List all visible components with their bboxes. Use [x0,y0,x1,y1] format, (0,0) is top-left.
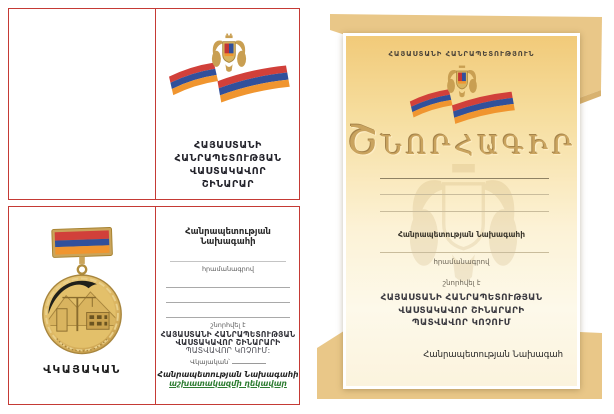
certificate-number-blank [232,357,266,364]
diploma-page [343,33,580,389]
left-page-label: ՎԿԱՅԱԿԱՆ [43,363,121,376]
blank-line [380,211,549,212]
certificate-number-label: Վկայական՝ [190,358,230,366]
coat-of-arms-icon [212,34,246,72]
blank-line [166,302,290,303]
diploma-paper [346,36,577,386]
watermark-coat-of-arms-icon [406,164,521,294]
award-title-line: ՎԱՍՏԱԿԱՎՈՐ ՇԻՆԱՐԱՐԻ [175,338,281,347]
cover-front [156,9,300,199]
booklet-inside-spread [8,206,300,405]
blank-line [170,261,286,262]
issuer-text: Հանրապետության Նախագահի [397,230,526,239]
blank-line [166,287,290,288]
award-title-line: ՊԱՏՎԱՎՈՐ ԿՈՉՈՒՄ [412,318,511,328]
president-signature-title: Հանրապետության Նախագահ [423,350,563,360]
cover-title-line: ՎԱՍՏԱԿԱՎՈՐ [189,166,267,177]
inside-left-page [9,207,155,404]
blank-line [380,178,549,179]
blank-line [380,194,549,195]
awarded-word: շնորհվել է [442,279,481,287]
diploma-country-header: ՀԱՅԱՍՏԱՆԻ ՀԱՆՐԱՊԵՏՈՒԹՅՈՒՆ [388,50,535,58]
awarded-word: շնորհվել է [210,321,246,329]
blank-line [166,317,290,318]
award-title [346,292,577,330]
inside-right-page [156,207,300,404]
cover-title [156,139,300,191]
blank-line [380,252,549,253]
issuer-text: Հանրապետության Նախագահի [185,227,271,247]
cover-title-line: ՀԱՅԱՍՏԱՆԻ [194,140,262,151]
certificate-number-line [156,357,300,366]
booklet-cover-spread [8,8,300,200]
decree-word: հրամանագրով [433,258,490,266]
diploma-zone [300,0,614,414]
cover-back-blank [9,9,155,199]
decree-word: հրամանագրով [201,265,255,273]
award-title-line: ՊԱՏՎԱՎՈՐ ԿՈՉՈՒՄ: [185,346,271,355]
award-title-line: ՎԱՍՏԱԿԱՎՈՐ ՇԻՆԱՐԱՐԻ [398,305,525,316]
signature-title-line2: աշխատակազմի ղեկավար [169,379,287,388]
coat-of-arms-flag-ribbon-icon [166,33,292,117]
award-title-line: ՀԱՅԱՍՏԱՆԻ ՀԱՆՐԱՊԵՏՈՒԹՅԱՆ [380,293,543,303]
cover-title-line: ՀԱՆՐԱՊԵՏՈՒԹՅԱՆ [174,153,282,164]
signature-title-line1: Հանրապետության Նախագահի [157,370,299,379]
award-title-line: ՀԱՅԱՍՏԱՆԻ ՀԱՆՐԱՊԵՏՈՒԹՅԱՆ [160,330,296,339]
cover-title-line: ՇԻՆԱՐԱՐ [201,179,255,190]
diploma-title: ՇՆՈՐՀԱԳԻՐ [346,118,577,164]
honored-builder-medal-icon [39,221,125,361]
